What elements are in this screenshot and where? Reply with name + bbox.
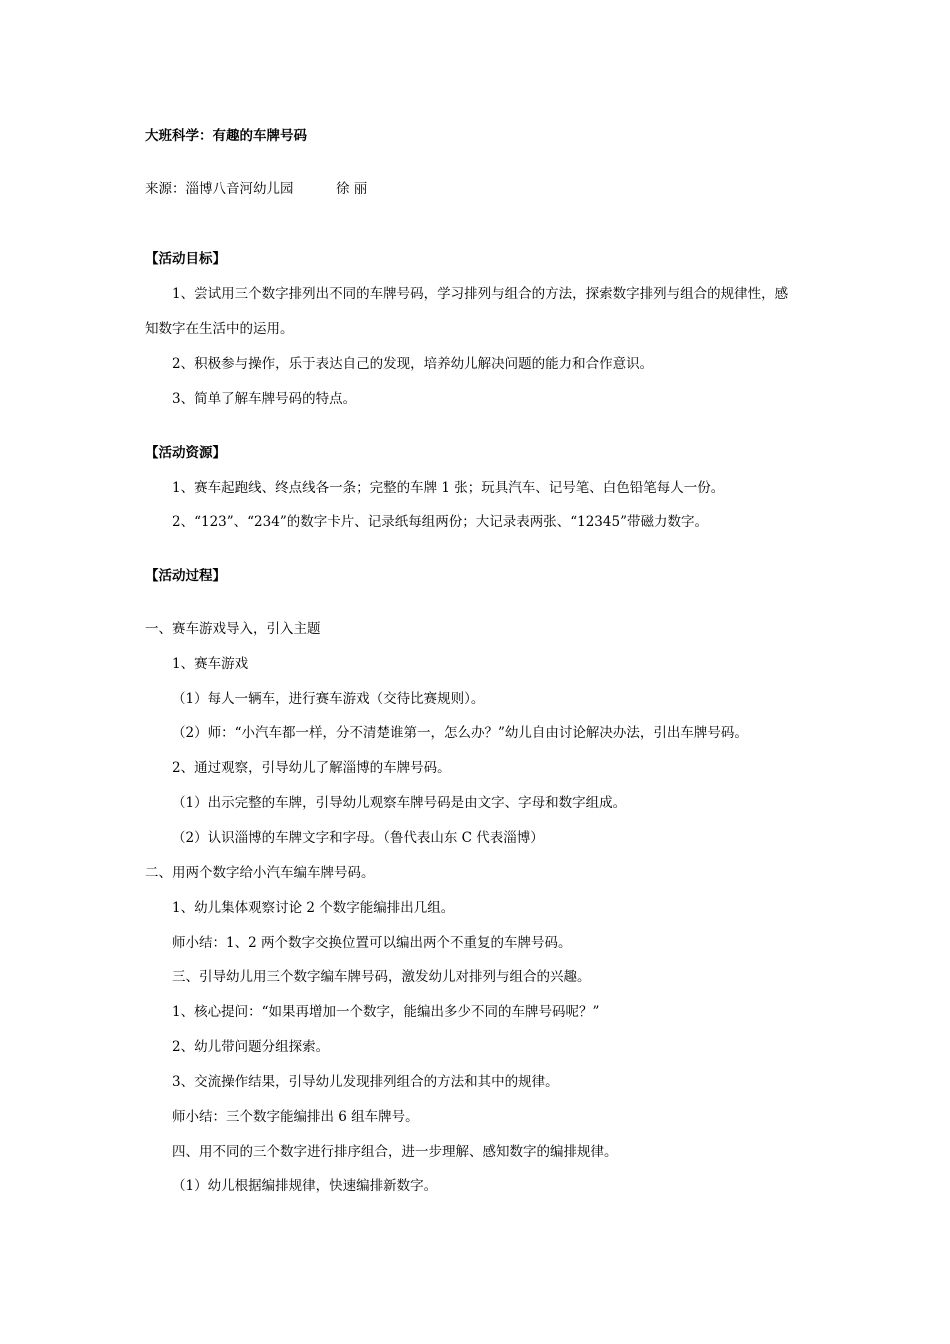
- resources-heading: 【活动资源】: [145, 445, 226, 461]
- source-label: 来源：淄博八音河幼儿园: [145, 181, 294, 197]
- source-author: 徐 丽: [336, 181, 368, 197]
- resource-item-1: 1、赛车起跑线、终点线各一条；完整的车牌 1 张；玩具汽车、记号笔、白色铅笔每人一份。: [172, 480, 725, 496]
- process-line: 2、通过观察，引导幼儿了解淄博的车牌号码。: [172, 760, 451, 776]
- process-line: （2）师：“小汽车都一样，分不清楚谁第一，怎么办？”幼儿自由讨论解决办法，引出车牌号码。: [172, 725, 748, 741]
- process-heading: 【活动过程】: [145, 568, 226, 584]
- process-line: 1、赛车游戏: [172, 656, 249, 672]
- document-title: 大班科学：有趣的车牌号码: [145, 128, 307, 144]
- process-line: （2）认识淄博的车牌文字和字母。（鲁代表山东 C 代表淄博）: [172, 830, 544, 846]
- process-line: 2、幼儿带问题分组探索。: [172, 1039, 330, 1055]
- goal-item-3: 3、简单了解车牌号码的特点。: [172, 391, 357, 407]
- process-line: 师小结：三个数字能编排出 6 组车牌号。: [172, 1109, 419, 1125]
- process-line: 师小结：1、2 两个数字交换位置可以编出两个不重复的车牌号码。: [172, 935, 572, 951]
- process-line: 四、用不同的三个数字进行排序组合，进一步理解、感知数字的编排规律。: [172, 1144, 618, 1160]
- process-line: 3、交流操作结果，引导幼儿发现排列组合的方法和其中的规律。: [172, 1074, 559, 1090]
- process-line: （1）出示完整的车牌，引导幼儿观察车牌号码是由文字、字母和数字组成。: [172, 795, 627, 811]
- process-line: 1、幼儿集体观察讨论 2 个数字能编排出几组。: [172, 900, 455, 916]
- process-line: （1）幼儿根据编排规律，快速编排新数字。: [172, 1178, 438, 1194]
- process-line: （1）每人一辆车，进行赛车游戏（交待比赛规则）。: [172, 691, 485, 707]
- process-line: 二、用两个数字给小汽车编车牌号码。: [145, 865, 375, 881]
- process-line: 一、赛车游戏导入，引入主题: [145, 621, 321, 637]
- goals-heading: 【活动目标】: [145, 251, 226, 267]
- goal-item-1-line-1: 1、尝试用三个数字排列出不同的车牌号码，学习排列与组合的方法，探索数字排列与组合的规律性，感: [172, 286, 789, 302]
- goal-item-1-line-2: 知数字在生活中的运用。: [145, 321, 294, 337]
- process-line: 1、核心提问：“如果再增加一个数字，能编出多少不同的车牌号码呢？”: [172, 1004, 600, 1020]
- process-line: 三、引导幼儿用三个数字编车牌号码，激发幼儿对排列与组合的兴趣。: [172, 969, 591, 985]
- goal-item-2: 2、积极参与操作，乐于表达自己的发现，培养幼儿解决问题的能力和合作意识。: [172, 356, 654, 372]
- resource-item-2: 2、“123”、“234”的数字卡片、记录纸每组两份；大记录表两张、“12345”带磁力数字。: [172, 514, 708, 530]
